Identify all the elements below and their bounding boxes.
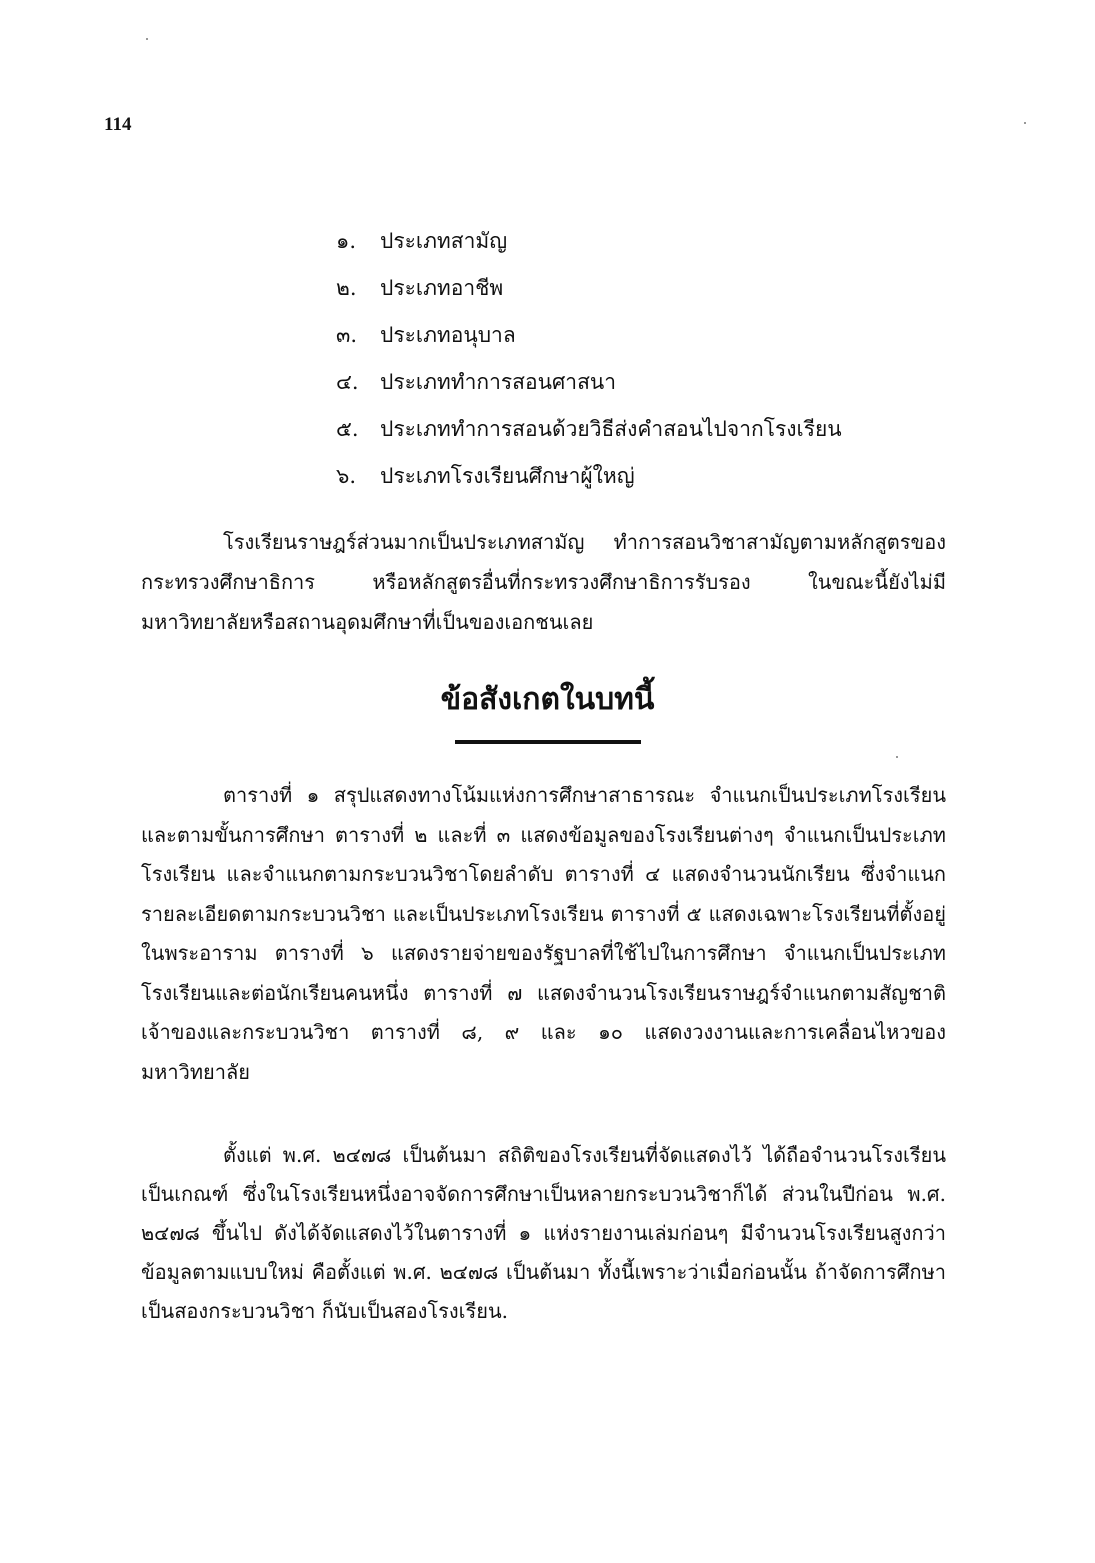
list-item-number: ๓. [336, 323, 358, 347]
section-heading: ข้อสังเกตในบทนี้ [440, 682, 655, 717]
school-type-list [336, 218, 956, 500]
list-item [336, 406, 956, 453]
tables-summary-paragraph: ตารางที่ ๑ สรุปแสดงทางโน้มแห่งการศึกษาสาธารณะ จำแนกเป็นประเภทโรงเรียนและตามขั้นการศึกษา ตารางที่ ๒ และที่ ๓ แสดงข้อมูลของโรงเรียนต่างๆ จำแนกเป็นประเภทโรงเรียน และจำแนกตามกระบวนวิชาโดยลำดับ ตารางที่ ๔ แสดงจำนวนนักเรียน ซึ่งจำแนกรายละเอียดตามกระบวนวิชา และเป็นประเภทโรงเรียน ตารางที่ ๕ แสดงเฉพาะโรงเรียนที่ตั้งอยู่ในพระอาราม ตารางที่ ๖ แสดงรายจ่ายของรัฐบาลที่ใช้ไปในการศึกษา จำแนกเป็นประเภทโรงเรียนและต่อนักเรียนคนหนึ่ง ตารางที่ ๗ แสดงจำนวนโรงเรียนราษฎร์จำแนกตามสัญชาติเจ้าของและกระบวนวิชา ตารางที่ ๘, ๙ และ ๑๐ แสดงวงงานและการเคลื่อนไหวของมหาวิทยาลัย [141, 783, 946, 1084]
list-item-label: ประเภทอนุบาล [380, 323, 516, 347]
list-item [336, 312, 956, 359]
list-item [336, 359, 956, 406]
list-item-number: ๖. [336, 464, 357, 488]
list-item-number: ๒. [336, 276, 357, 300]
list-item-label: ประเภทโรงเรียนศึกษาผู้ใหญ่ [380, 464, 635, 488]
list-item-number: ๔. [336, 370, 359, 394]
list-item-label: ประเภทสามัญ [380, 229, 508, 253]
list-item-label: ประเภทอาชีพ [380, 276, 504, 300]
heading-underline [455, 740, 641, 744]
list-item-number: ๕. [336, 417, 359, 441]
scan-speck [146, 38, 148, 40]
scan-speck [1024, 122, 1026, 124]
private-schools-paragraph: โรงเรียนราษฎร์ส่วนมากเป็นประเภทสามัญ ทำการสอนวิชาสามัญตามหลักสูตรของกระทรวงศึกษาธิการ หรือหลักสูตรอื่นที่กระทรวงศึกษาธิการรับรอง ในขณะนี้ยังไม่มีมหาวิทยาลัยหรือสถานอุดมศึกษาที่เป็นของเอกชนเลย [141, 530, 946, 634]
statistics-note-paragraph: ตั้งแต่ พ.ศ. ๒๔๗๘ เป็นต้นมา สถิติของโรงเรียนที่จัดแสดงไว้ ได้ถือจำนวนโรงเรียนเป็นเกณฑ์ ซึ่งในโรงเรียนหนึ่งอาจจัดการศึกษาเป็นหลายกระบวนวิชาก็ได้ ส่วนในปีก่อน พ.ศ. ๒๔๗๘ ขึ้นไป ดังได้จัดแสดงไว้ในตารางที่ ๑ แห่งรายงานเล่มก่อนๆ มีจำนวนโรงเรียนสูงกว่าข้อมูลตามแบบใหม่ คือตั้งแต่ พ.ศ. ๒๔๗๘ เป็นต้นมา ทั้งนี้เพราะว่าเมื่อก่อนนั้น ถ้าจัดการศึกษาเป็นสองกระบวนวิชา ก็นับเป็นสองโรงเรียน. [141, 1143, 946, 1323]
list-item [336, 265, 956, 312]
list-item [336, 453, 956, 500]
scan-speck [896, 756, 898, 758]
list-item-label: ประเภททำการสอนด้วยวิธีส่งคำสอนไปจากโรงเรียน [380, 417, 842, 441]
list-item [336, 218, 956, 265]
list-item-label: ประเภททำการสอนศาสนา [380, 370, 617, 394]
list-item-number: ๑. [336, 229, 357, 253]
page-number: 114 [104, 114, 132, 135]
